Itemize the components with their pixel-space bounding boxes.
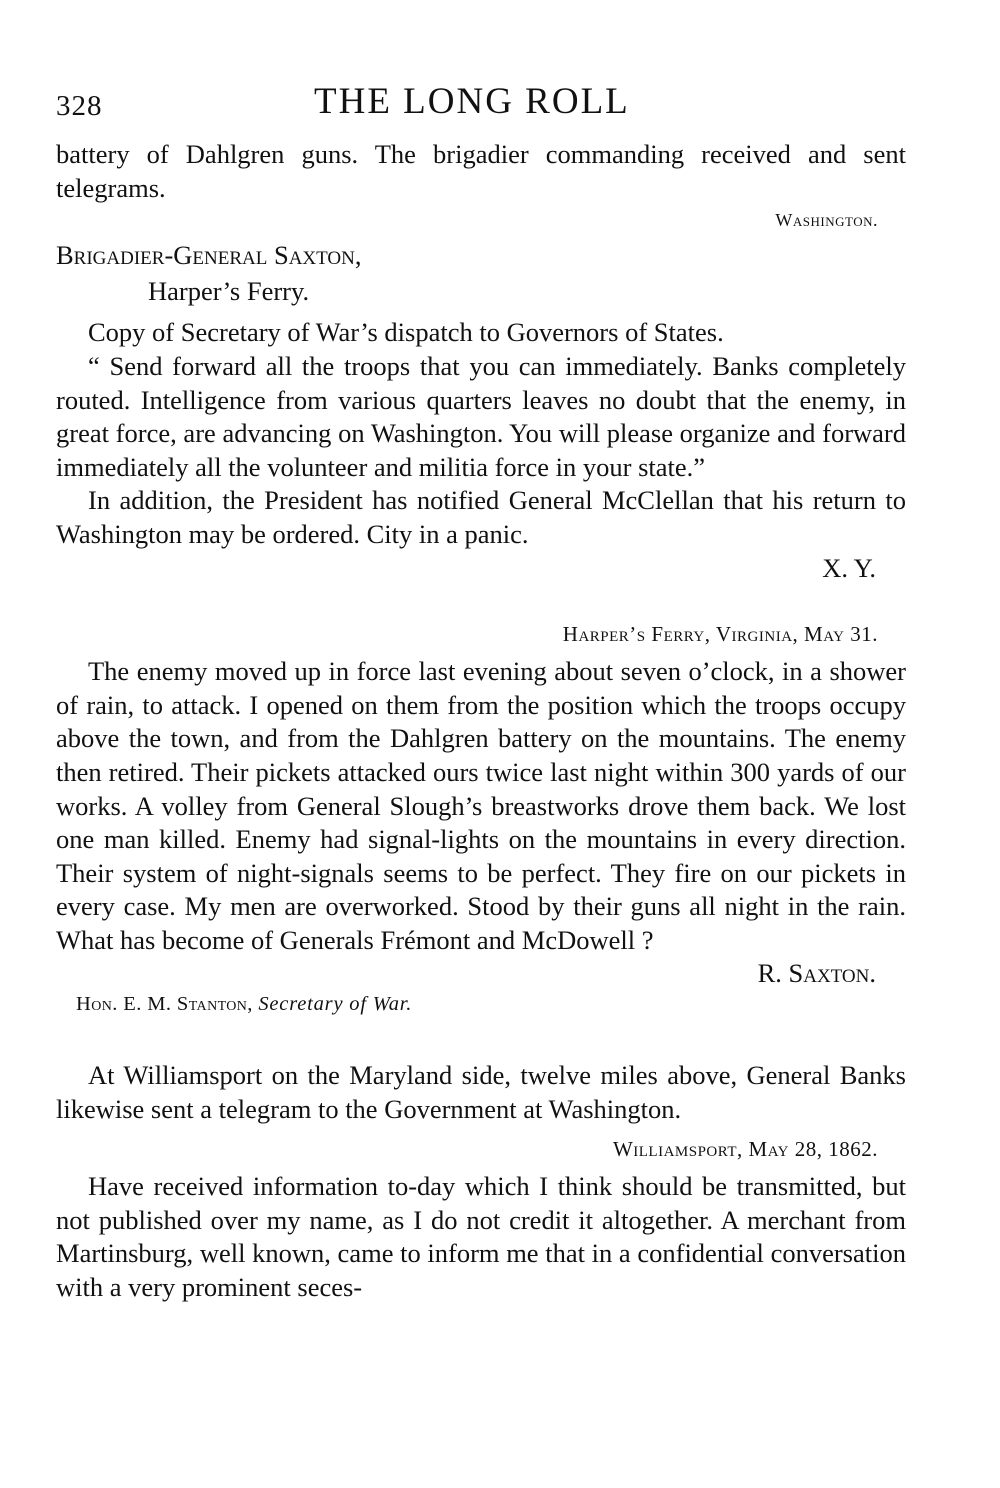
paragraph-4: In addition, the President has notified General McClellan that his return to Washington may be ordered. City in a panic. [56, 485, 906, 549]
dateline-washington: Washington. [775, 210, 878, 231]
paragraph-1: battery of Dahlgren guns. The brigadier commanding received and sent telegrams. [56, 139, 906, 203]
recipient-line [56, 991, 906, 1017]
addressee-place: Harper’s Ferry. [148, 275, 310, 306]
recipient-title: Secretary of War. [258, 993, 413, 1016]
recipient-name: Hon. E. M. Stanton, [76, 993, 253, 1016]
paragraph-5: The enemy moved up in force last evening about seven o’clock, in a shower of rain, to attack. I opened on them from the position which the troops occupy above the town, and from the Dahlgren battery on the mountains. The enemy then retired. Their pickets attacked ours twice last night within 300 yards of our works. A volley from General Slough’s breastworks drove them back. We lost one man killed. Enemy had signal-lights on the mountains in every direction. Their system of night-signals seems to be perfect. They fire on our pickets in every case. My men are overworked. Stood by their guns all night in the rain. What has become of Generals Frémont and McDowell ? [56, 656, 906, 955]
addressee-name: Brigadier-General Saxton, [56, 240, 362, 271]
dateline-williamsport: Williamsport, May 28, 1862. [612, 1137, 878, 1162]
paragraph-2: Copy of Secretary of War’s dispatch to Governors of States. [88, 317, 724, 348]
dateline-harpers-ferry: Harper’s Ferry, Virginia, May 31. [562, 622, 878, 647]
paragraph-6: At Williamsport on the Maryland side, twelve miles above, General Banks likewise sent a telegram to the Government at Washington. [56, 1060, 906, 1124]
paragraph-7: Have received information to-day which I think should be transmitted, but not published over my name, as I do not credit it altogether. A merchant from Martinsburg, well known, came to inform me that in a confidential conversation with a very prominent seces- [56, 1171, 906, 1303]
page-number: 328 [56, 90, 103, 122]
book-page [56, 80, 906, 1305]
page-header [56, 80, 906, 138]
signature-saxton: R. Saxton. [757, 958, 876, 989]
running-title: THE LONG ROLL [314, 81, 630, 122]
paragraph-3-quote: “ Send forward all the troops that you can immediately. Banks completely routed. Intelligence from various quarters leaves no doubt that the enemy, in great force, are advancing on Washington. You will please organize and forward immediately all the volunteer and militia force in your state.” [56, 350, 906, 482]
signature-xy: X. Y. [822, 552, 876, 583]
